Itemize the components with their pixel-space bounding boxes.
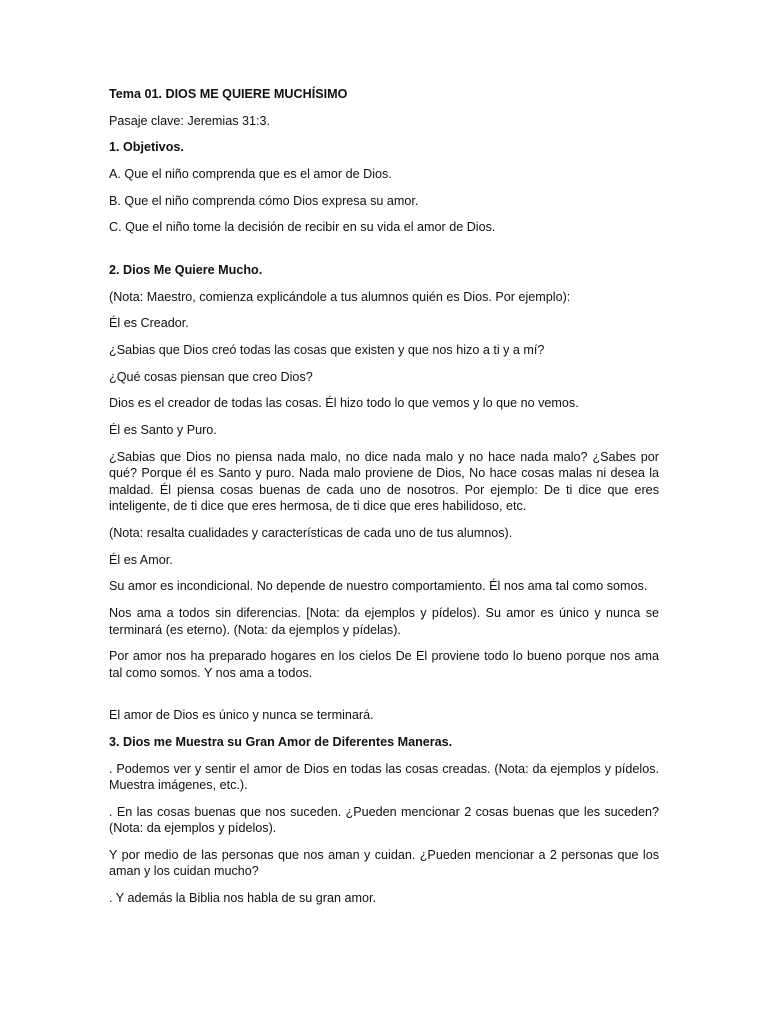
key-passage: Pasaje clave: Jeremias 31:3.	[109, 113, 271, 128]
paragraph: Él es Creador.	[109, 316, 189, 331]
section-2-heading: 2. Dios Me Quiere Mucho.	[109, 262, 263, 277]
objective-item: B. Que el niño comprenda cómo Dios expresa su amor.	[109, 193, 419, 208]
paragraph: . En las cosas buenas que nos suceden. ¿Pueden mencionar 2 cosas buenas que les suceden? (Nota: da ejemplos y pídelos).	[109, 804, 659, 836]
paragraph: ¿Sabias que Dios creó todas las cosas que existen y que nos hizo a ti y a mí?	[109, 343, 545, 357]
section-3-heading: 3. Dios me Muestra su Gran Amor de Diferentes Maneras.	[109, 734, 453, 749]
interlude-sentence: El amor de Dios es único y nunca se terminará.	[109, 708, 374, 723]
section-1-heading: 1. Objetivos.	[109, 140, 184, 155]
objective-item: A. Que el niño comprenda que es el amor de Dios.	[109, 167, 392, 182]
paragraph: Y por medio de las personas que nos aman y cuidan. ¿Pueden mencionar a 2 personas que los aman y los cuidan mucho?	[109, 847, 659, 879]
paragraph: (Nota: Maestro, comienza explicándole a tus alumnos quién es Dios. Por ejemplo):	[109, 289, 571, 304]
paragraph: Él es Amor.	[109, 552, 173, 567]
paragraph: ¿Qué cosas piensan que creo Dios?	[109, 369, 313, 384]
paragraph: . Y además la Biblia nos habla de su gran amor.	[109, 891, 376, 906]
paragraph: Él es Santo y Puro.	[109, 423, 217, 438]
paragraph: Por amor nos ha preparado hogares en los cielos De El proviene todo lo bueno porque nos ama tal como somos. Y nos ama a todos.	[109, 649, 659, 680]
paragraph: (Nota: resalta cualidades y características de cada uno de tus alumnos).	[109, 525, 513, 540]
paragraph: Dios es el creador de todas las cosas. Él hizo todo lo que vemos y lo que no vemos.	[109, 396, 579, 411]
document-title: Tema 01. DIOS ME QUIERE MUCHÍSIMO	[109, 87, 348, 101]
paragraph: Nos ama a todos sin diferencias. [Nota: da ejemplos y pídelos). Su amor es único y nunca se terminará (es eterno). (Nota: da ejemplos y pídelas).	[109, 606, 659, 637]
paragraph: Su amor es incondicional. No depende de nuestro comportamiento. Él nos ama tal como somos.	[109, 579, 648, 594]
document-body	[109, 86, 659, 917]
paragraph: . Podemos ver y sentir el amor de Dios en todas las cosas creadas. (Nota: da ejemplos y pídelos. Muestra imágenes, etc.).	[109, 761, 659, 793]
objective-item: C. Que el niño tome la decisión de recibir en su vida el amor de Dios.	[109, 220, 496, 235]
paragraph: ¿Sabias que Dios no piensa nada malo, no dice nada malo y no hace nada malo? ¿Sabes por qué? Porque él es Santo y puro. Nada malo proviene de Dios, No hace cosas malas ni desea la maldad. Él piensa cosas buenas de cada uno de nosotros. Por ejemplo: De ti dice que eres inteligente, de ti dice que eres hermosa, de ti dice que eres habilidoso, etc.	[109, 449, 659, 514]
